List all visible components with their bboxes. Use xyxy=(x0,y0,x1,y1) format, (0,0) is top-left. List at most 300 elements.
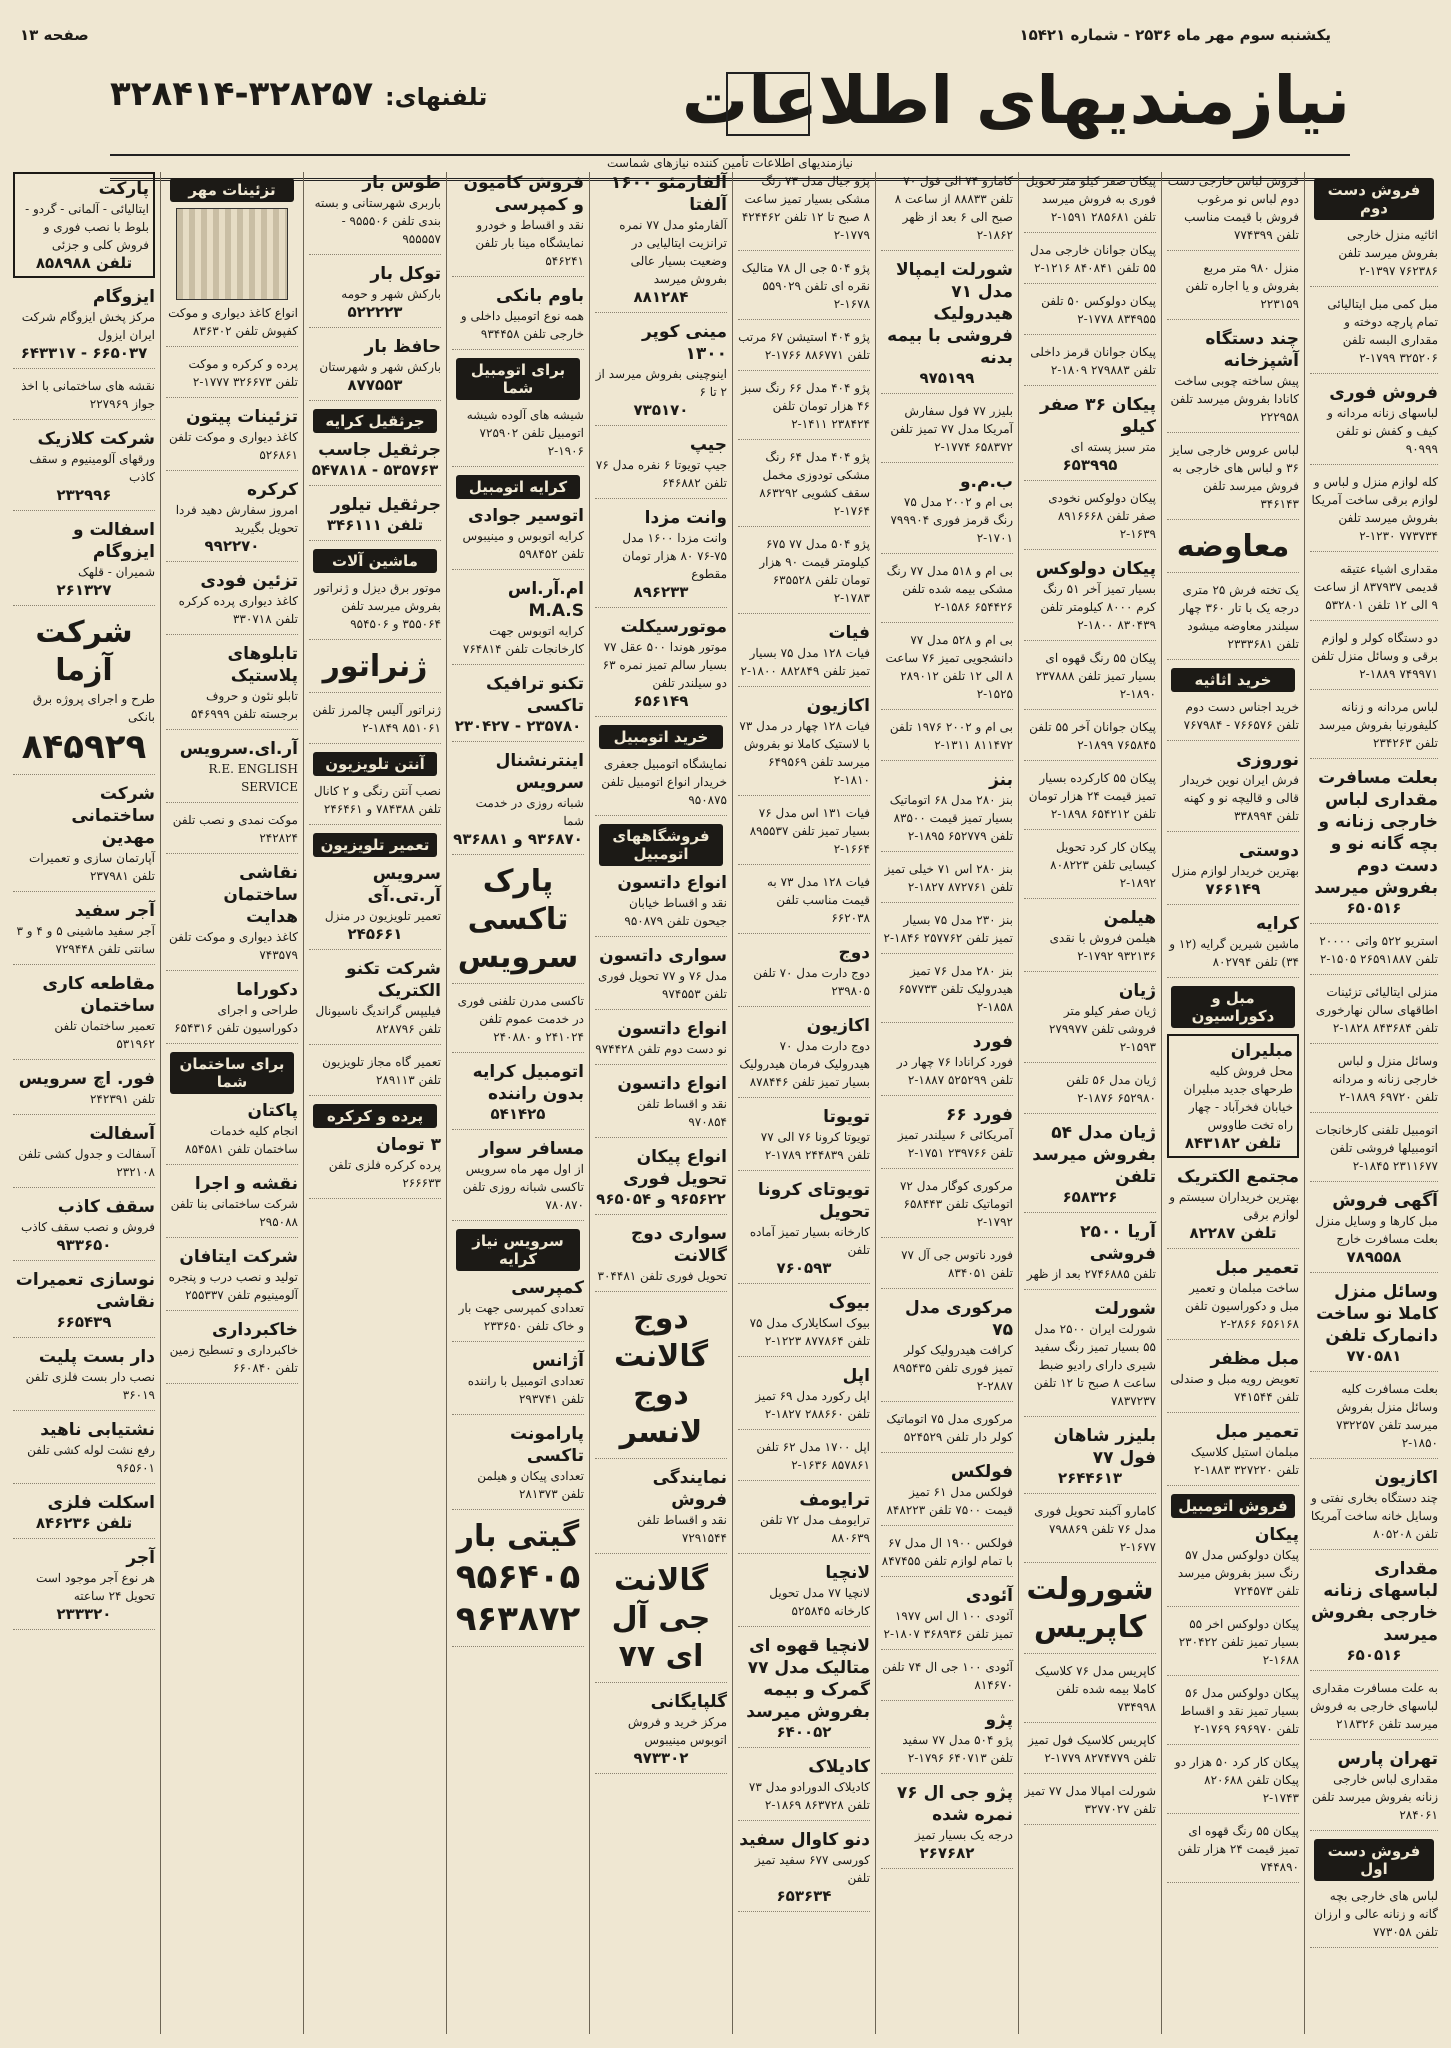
ad-body-text: پژو ۵۰۴ مدل ۷۷ سفید تلفن ۶۴۰۷۱۳ ۱۷۹۶-۲ xyxy=(902,1733,1013,1765)
ad-headline: لانچیا xyxy=(825,1563,870,1583)
ad-headline: مبلیران xyxy=(1230,1041,1293,1061)
ad-body-text: هیلمن فروش با نقدی ۹۳۲۱۳۶ ۱۷۹۲-۲ xyxy=(1049,931,1156,963)
ad-headline: آئودی xyxy=(965,1586,1013,1606)
classified-ad xyxy=(1167,1684,1299,1745)
ad-headline: تهران پارس xyxy=(1337,1749,1438,1769)
ad-body-text: پژو جیال مدل ۷۳ رنگ مشکی بسیار تمیز ساعت ۸ صبح تا ۱۲ تلفن ۴۲۴۴۶۲ ۱۷۷۹-۲ xyxy=(741,174,870,242)
classified-ad xyxy=(738,1179,870,1284)
classified-ad xyxy=(881,1658,1013,1701)
classified-ad xyxy=(1024,1502,1156,1563)
classified-ad xyxy=(595,1223,727,1292)
ad-body-text: فیات ۱۳۱ اس مدل ۷۶ بسیار تمیز تلفن ۸۹۵۵۳۷ ۱۶۶۴-۲ xyxy=(749,806,870,856)
ad-phone-number: ۶۶۵۰۳۷ - ۶۴۳۳۱۷ xyxy=(20,344,148,362)
classified-ad xyxy=(309,958,441,1045)
classified-ad xyxy=(1024,1782,1156,1825)
classified-ad xyxy=(1310,932,1438,975)
ad-body-text: اپل رکورد مدل ۶۹ تمیز تلفن ۲۸۸۶۶۰ ۱۸۲۷-۲ xyxy=(755,1389,870,1421)
ad-headline: پیکان xyxy=(1254,1525,1299,1545)
banner-subtitle: نیازمندیهای اطلاعات تأمین کننده نیازهای شماست xyxy=(110,154,1350,174)
section-header: آنتن تلویزیون xyxy=(313,752,437,776)
classified-ad xyxy=(1024,1731,1156,1774)
ad-body-text: به علت مسافرت مقداری لباسهای خارجی به فروش میرسد تلفن ۲۱۸۳۲۶ xyxy=(1310,1681,1438,1731)
section-header: خرید اثاثیه xyxy=(1171,668,1295,692)
ad-body-text: کرایه اتوبوس و مینیبوس تلفن ۵۹۸۴۵۲ xyxy=(462,529,584,561)
classified-ad xyxy=(1310,1281,1438,1372)
classified-ad xyxy=(881,1177,1013,1238)
ad-body-text: تولید و نصب درب و پنجره آلومینیوم تلفن ۲۵۵۳۳۷ xyxy=(168,1270,298,1302)
ad-column xyxy=(732,172,875,2034)
ad-body-text: آئودی ۱۰۰ جی ال ۷۴ تلفن ۸۱۴۶۷۰ xyxy=(882,1660,1013,1692)
ad-body-text: تعدادی کمپرسی جهت بار و خاک تلفن ۲۳۳۶۵۰ xyxy=(458,1301,584,1333)
classified-ad xyxy=(13,783,155,892)
classified-ad xyxy=(1167,698,1299,741)
ad-body-text: کامارو آکبند تحویل فوری مدل ۷۶ تلفن ۷۹۸۸۶۹ ۱۶۷۷-۲ xyxy=(1034,1504,1156,1554)
ad-body-text: پیش ساخته چوبی ساخت کانادا بفروش میرسد تلفن ۲۲۲۹۵۸ xyxy=(1170,374,1299,424)
ad-body-text: ساخت مبلمان و تعمیر مبل و دکوراسیون تلفن ۶۵۶۱۶۸ ۲۸۶۶-۲ xyxy=(1185,1281,1299,1331)
ad-body-text: درجه یک بسیار تمیز xyxy=(914,1828,1013,1842)
ad-body-text: کاغذ دیواری پرده کرکره تلفن ۳۳۰۷۱۸ xyxy=(178,594,298,626)
classified-ad xyxy=(881,1782,1013,1869)
ad-phone-number: ۶۵۰۵۱۶ xyxy=(1346,1646,1402,1664)
ad-headline: پیکان ۳۶ صفر کیلو xyxy=(1040,395,1156,437)
classified-ad xyxy=(1310,382,1438,465)
ad-phone-number: ۹۳۳۶۵۰ xyxy=(56,1236,112,1254)
classified-ad xyxy=(309,172,441,255)
ad-body-text: فورد ناتوس جی آل ۷۷ تلفن ۸۳۴۰۵۱ xyxy=(901,1248,1013,1280)
classified-ad xyxy=(1024,558,1156,641)
ad-headline: فور. اچ سرویس xyxy=(18,1069,155,1089)
classified-ad xyxy=(13,614,155,775)
ad-headline: مجتمع الکتریک xyxy=(1176,1167,1299,1187)
classified-ad xyxy=(166,479,298,562)
classified-ad xyxy=(166,979,298,1044)
ad-headline: پاکتان xyxy=(247,1101,298,1121)
ad-body-text: تابلو نئون و حروف برجسته تلفن ۵۴۶۹۹۹ xyxy=(191,689,298,721)
classified-ad xyxy=(13,1123,155,1188)
ad-body-text: استریو ۵۲۲ واتی ۲۰۰۰۰ تلفن ۲۶۵۹۱۸۸۷ ۱۵۰۵-۲ xyxy=(1319,934,1438,966)
ad-body-text: پژو ۵۰۴ جی ال ۷۸ متالیک نقره ای تلفن ۵۵۹۰۲۹ ۱۶۷۸-۲ xyxy=(741,261,870,311)
ad-body-text: ورقهای آلومینیوم و سقف کاذب xyxy=(29,452,155,484)
classified-ad xyxy=(595,616,727,717)
ad-column xyxy=(589,172,732,2034)
classified-ad xyxy=(13,1196,155,1261)
ad-body-text: اپل ۱۷۰۰ مدل ۶۲ تلفن ۸۵۷۸۶۱ ۱۶۳۶-۲ xyxy=(756,1440,870,1472)
classified-ad xyxy=(1024,172,1156,233)
ad-body-text: نو دست دوم تلفن ۹۷۴۴۲۸ xyxy=(595,1042,727,1056)
classified-ad xyxy=(738,379,870,440)
ad-body-text: فورد کرانادا ۷۶ چهار در تلفن ۵۲۵۲۹۹ ۱۸۸۷-۲ xyxy=(896,1055,1013,1087)
classified-ad xyxy=(309,782,441,825)
classified-ad xyxy=(1310,1887,1438,1948)
classified-ad xyxy=(881,1246,1013,1289)
classified-ad xyxy=(309,263,441,328)
ad-body-text: از اول مهر ماه سرویس تاکسی شبانه روزی تلفن ۷۸۰۸۷۰ xyxy=(462,1162,584,1212)
classified-ad xyxy=(595,172,727,313)
classified-ad xyxy=(309,1053,441,1096)
classified-ad xyxy=(1310,1121,1438,1182)
classified-ad xyxy=(1167,749,1299,832)
ad-body-text: متر سبز پسته ای xyxy=(1070,440,1156,454)
classified-ad xyxy=(166,738,298,803)
classified-ad xyxy=(881,1585,1013,1650)
ad-body-text: پرده کرکره فلزی تلفن ۲۶۶۶۳۳ xyxy=(328,1158,441,1190)
section-banner xyxy=(110,58,1350,181)
ad-phone-number: ۹۹۲۲۷۰ xyxy=(204,537,260,555)
ad-body-text: بهترین خریداران سیستم و لوازم برقی xyxy=(1169,1190,1299,1222)
ad-body-text: نمایشگاه اتومبیل جعفری خریدار انواع اتومبیل تلفن ۹۵۰۸۷۵ xyxy=(601,757,727,807)
classified-ad xyxy=(1024,1071,1156,1114)
ad-phone-number: ۲۳۲۹۹۶ xyxy=(56,486,112,504)
ad-phone-number: ۵۳۵۷۶۳ - ۵۴۷۸۱۸ xyxy=(311,461,439,479)
classified-ad xyxy=(166,208,298,347)
classified-ad xyxy=(595,1467,727,1554)
ad-phone-number: تلفن ۸۴۶۲۳۶ xyxy=(35,1514,133,1532)
ad-body-text: آلفارمئو مدل ۷۷ نمره ترانزیت ایتالیایی در وضعیت بسیار عالی بفروش میرسد xyxy=(619,218,727,286)
ad-body-text: پیکان ۵۵ رنگ قهوه ای بسیار تمیز تلفن ۲۳۷۸۸۸ ۱۸۹۰-۲ xyxy=(1035,651,1156,701)
ad-headline: تکنو ترافیک تاکسی xyxy=(485,674,584,716)
classified-ad xyxy=(13,1492,155,1539)
ad-headline: اکازیون xyxy=(806,1016,870,1036)
ad-headline: آگهی فروش xyxy=(1332,1191,1438,1211)
ad-headline: پژو جی ال ۷۶ نمره شده xyxy=(896,1783,1013,1825)
classified-ad xyxy=(1310,767,1438,924)
classified-ad xyxy=(1167,1421,1299,1486)
classified-ad xyxy=(1310,629,1438,690)
section-header: تعمیر تلویزیون xyxy=(313,833,437,857)
ad-phone-number: ۷۸۹۵۵۸ xyxy=(1346,1248,1402,1266)
classified-ad xyxy=(595,1146,727,1215)
classified-ad xyxy=(166,570,298,635)
classified-ad xyxy=(452,1518,584,1647)
classified-ad xyxy=(452,1061,584,1130)
ad-column xyxy=(8,172,160,2034)
ad-phone-number: ۲۳۵۷۸۰ - ۲۳۰۴۲۷ xyxy=(454,717,582,735)
classified-ad xyxy=(1024,241,1156,284)
ad-body-text: همه نوع اتومبیل داخلی و خارجی تلفن ۹۳۴۴۵۸ xyxy=(460,309,584,341)
ad-body-text: پیکان جوانان قرمز داخلی تلفن ۲۷۹۸۸۳ ۱۸۰۹-۲ xyxy=(1030,345,1156,377)
classified-ad xyxy=(1167,1034,1299,1158)
ad-body-text: چند دستگاه بخاری نفتی و وسایل خانه ساخت آمریکا تلفن ۸۰۵۲۰۸ xyxy=(1310,1491,1438,1541)
ad-column xyxy=(1161,172,1304,2034)
ad-headline: اسفالت و ایزوگام xyxy=(72,520,155,562)
ad-headline: توکل بار xyxy=(370,264,441,284)
ad-headline: دنو کاوال سفید xyxy=(739,1830,870,1850)
section-header: فروش دست اول xyxy=(1314,1839,1434,1881)
ad-phone-number: ۶۵۳۹۹۵ xyxy=(1062,456,1118,474)
ad-headline: کادیلاک xyxy=(808,1757,870,1777)
ad-phone-number: ۲۶۷۶۸۲ xyxy=(919,1844,975,1862)
classified-ad xyxy=(13,1269,155,1338)
ad-phone-number: ۸۷۷۵۵۳ xyxy=(347,376,403,394)
classified-ad xyxy=(738,535,870,614)
classified-ad xyxy=(1310,1380,1438,1459)
ad-body-text: انواع کاغذ دیواری و موکت کفپوش تلفن ۸۳۶۳۰۲ xyxy=(168,306,298,338)
ad-body-text: تعمیر ساختمان تلفن ۵۳۱۹۶۲ xyxy=(54,1019,155,1051)
classified-ad xyxy=(738,1829,870,1912)
classified-ad xyxy=(452,406,584,467)
ad-body-text: فرش ایران نوین خریدار قالی و قالیچه نو و کهنه تلفن ۳۳۸۹۹۴ xyxy=(1180,773,1299,823)
section-header: برای ساختمان شما xyxy=(170,1052,294,1094)
ad-body-text: تعویض رویه مبل و صندلی تلفن ۷۴۱۵۴۴ xyxy=(1170,1372,1299,1404)
ad-body-text: اثاثیه منزل خارجی بفروش میرسد تلفن ۷۶۲۳۸۶ ۱۳۹۷-۲ xyxy=(1338,228,1438,278)
classified-ad xyxy=(1167,441,1299,520)
classified-ad xyxy=(1167,528,1299,573)
classified-ad xyxy=(881,911,1013,954)
ad-headline: ژیان مدل ۵۴ بفروش میرسد تلفن xyxy=(1032,1123,1156,1187)
classified-ad xyxy=(738,328,870,371)
classified-ad xyxy=(452,1423,584,1510)
ad-headline: سقف کاذب xyxy=(57,1197,155,1217)
ad-column xyxy=(1304,172,1443,2034)
ad-headline: تزئینات پیتون xyxy=(185,407,298,427)
ad-headline: تعمیر مبل xyxy=(1215,1422,1299,1442)
ad-body-text: تلفن ۲۷۴۶۸۸۵ بعد از ظهر xyxy=(1026,1267,1156,1281)
classified-ad xyxy=(1024,343,1156,386)
classified-ad xyxy=(1024,907,1156,972)
section-header: جرثقیل کرایه xyxy=(313,409,437,433)
ad-body-text: کورسی ۶۷۷ سفید تمیز تلفن xyxy=(754,1853,870,1885)
ad-headline: بنز xyxy=(989,770,1013,790)
ad-headline: ام.آر.اس M.A.S xyxy=(507,579,584,621)
ad-headline: ب.م.و xyxy=(959,472,1013,492)
ad-body-text: تویوتا کرونا ۷۶ الی ۷۷ تلفن ۲۴۴۸۳۹ ۱۷۸۹-۲ xyxy=(760,1130,870,1162)
classified-ad xyxy=(1310,295,1438,374)
ad-headline: چند دستگاه آشپزخانه xyxy=(1205,329,1299,371)
ad-phone-number: ۷۷۰۵۸۱ xyxy=(1346,1347,1402,1365)
ad-headline: بلیزر شاهان فول ۷۷ xyxy=(1053,1426,1156,1468)
ad-body-text: لباس مردانه و زنانه کلیفورنیا بفروش میرسد تلفن ۲۳۴۲۶۳ xyxy=(1318,700,1438,750)
classified-ad xyxy=(738,259,870,320)
ad-headline: کرایه xyxy=(1256,914,1299,934)
phones-label: تلفنهای: xyxy=(385,83,488,111)
classified-ad xyxy=(166,862,298,971)
ad-headline: شورلت xyxy=(1094,1299,1156,1319)
ad-phone-number: ۶۵۸۳۲۶ xyxy=(1062,1188,1118,1206)
ad-phone-number: ۲۶۱۳۲۷ xyxy=(56,581,112,599)
ad-headline: خاکبرداری xyxy=(212,1320,298,1340)
ad-phone-number: ۹۷۳۳۰۲ xyxy=(633,1749,689,1767)
ad-body-text: شمیران - قلهک xyxy=(77,565,155,579)
ad-body-text: تعمیر گاه مجاز تلویزیون تلفن ۲۸۹۱۱۳ xyxy=(322,1055,441,1087)
ad-body-text: مبل کمی مبل ایتالیائی تمام پارچه دوخته و مقداری البسه تلفن ۳۲۵۲۰۶ ۱۷۹۹-۲ xyxy=(1327,297,1438,365)
section-header: برای اتومبیل شما xyxy=(456,358,580,400)
classified-ad xyxy=(881,1104,1013,1169)
classified-ad xyxy=(1024,394,1156,481)
ad-body-text: مبل کارها و وسایل منزل بعلت مسافرت خارج xyxy=(1315,1214,1438,1246)
ad-body-text: بی ام و ۵۱۸ مدل ۷۷ رنگ مشکی بیمه شده تلفن ۶۵۴۴۲۶ ۱۵۸۶-۲ xyxy=(886,564,1013,614)
classified-ad xyxy=(1024,980,1156,1063)
classified-ad xyxy=(738,942,870,1007)
ad-headline: هیلمن xyxy=(1103,908,1156,928)
classified-ad xyxy=(881,172,1013,251)
ad-body-text: انجام کلیه خدمات ساختمان تلفن ۸۵۴۵۸۱ xyxy=(185,1124,298,1156)
classified-ad xyxy=(881,631,1013,710)
ad-headline: فروش فوری xyxy=(1329,383,1438,403)
ad-headline: مبل مظفر xyxy=(1210,1349,1299,1369)
ad-headline: آجر سفید xyxy=(74,901,155,921)
ad-body-text: لباس عروس خارجی سایز ۳۶ و لباس های خارجی به فروش میرسد تلفن ۳۴۶۱۴۳ xyxy=(1169,443,1299,511)
ad-body-text: وسائل منزل و لباس خارجی زنانه و مردانه تلفن ۶۹۷۲۰ ۱۸۸۹-۲ xyxy=(1332,1054,1438,1104)
classified-ad xyxy=(1024,1298,1156,1417)
ad-headline: انواع داتسون xyxy=(617,873,727,893)
ad-body-text: باربری شهرستانی و بسته بندی تلفن ۹۵۵۵۰۶ - ۹۵۵۵۵۷ xyxy=(314,196,441,246)
ad-body-text: پیکان دولوکس مدل ۵۷ رنگ سبز بفروش میرسد تلفن ۷۲۴۵۷۳ xyxy=(1177,1548,1299,1598)
classified-ad xyxy=(1167,1615,1299,1676)
ad-body-text: فیات ۱۲۸ مدل ۷۳ به قیمت مناسب تلفن ۶۶۲۰۳۸ xyxy=(766,875,870,925)
ad-body-text: کاغذ دیواری و موکت تلفن ۵۲۶۸۶۱ xyxy=(168,430,298,462)
ad-phone-number: ۲۶۴۴۶۱۳ xyxy=(1057,1469,1123,1487)
classified-ad xyxy=(881,860,1013,903)
classified-ad xyxy=(595,1073,727,1138)
ad-body-text: مرکوری مدل ۷۵ اتوماتیک کولر دار تلفن ۵۲۴۵۲۹ xyxy=(886,1412,1013,1444)
classified-ad xyxy=(309,863,441,950)
ad-headline: مسافر سوار xyxy=(479,1139,584,1159)
classified-ad xyxy=(738,1635,870,1748)
classified-ad xyxy=(1024,718,1156,761)
ad-headline: پژو xyxy=(985,1710,1013,1730)
classified-ad xyxy=(738,1365,870,1430)
ad-headline: آریا ۲۵۰۰ فروشی xyxy=(1080,1222,1156,1264)
ad-headline: نقشه و اجرا xyxy=(194,1174,298,1194)
ad-body-text: شورلت امپالا مدل ۷۷ تمیز تلفن ۳۲۷۷۰۲۷ xyxy=(1024,1784,1156,1816)
ad-body-text: تاکسی مدرن تلفنی فوری در خدمت عموم تلفن ۲۴۱۰۲۴ و ۲۴۰۸۸۰ xyxy=(457,994,584,1044)
ad-body-text: مدل ۷۶ و ۷۷ تحویل فوری تلفن ۹۷۴۵۵۳ xyxy=(598,969,727,1001)
ad-headline: گالانت جی آل ای ۷۷ xyxy=(611,1563,711,1674)
ad-body-text: نصب دار بست فلزی تلفن ۳۶۰۱۹ xyxy=(25,1370,155,1402)
classified-ad xyxy=(738,1562,870,1627)
ad-body-text: بی ام و ۵۲۸ مدل ۷۷ دانشجویی تمیز ۷۶ ساعت ۸ الی ۱۲ تلفن ۲۸۹۰۱۲ ۱۵۲۵-۲ xyxy=(885,633,1013,701)
section-header: ماشین آلات xyxy=(313,549,437,573)
ad-body-text: کامارو ۷۴ الی فول ۷۰ تلفن ۸۸۸۳۳ از ساعت ۸ صبح الی ۶ بعد از ظهر ۱۸۶۲-۲ xyxy=(894,174,1013,242)
ad-phone-number: تلفن ۳۴۶۱۱۱ xyxy=(326,516,424,534)
classified-ad xyxy=(881,769,1013,852)
ad-headline: انواع داتسون xyxy=(617,1019,727,1039)
ad-headline: بعلت مسافرت مقداری لباس خارجی زنانه و بچه گانه نو و دست دوم بفروش میرسد xyxy=(1314,768,1438,898)
ad-headline: فیات xyxy=(828,623,870,643)
ad-body-text: پیکان جوانان خارجی مدل ۵۵ تلفن ۸۴۰۸۴۱ ۱۲۱۶-۲ xyxy=(1030,243,1156,275)
ad-headline: باوم بانکی xyxy=(496,286,584,306)
ad-headline: کرکره xyxy=(247,480,298,500)
ad-headline: شرکت تکنو الکتریک xyxy=(346,959,441,1001)
ad-body-text: پیکان دولوکس ۵۰ تلفن ۸۳۴۹۵۵ ۱۷۷۸-۲ xyxy=(1041,294,1156,326)
ad-headline: آسفالت xyxy=(89,1124,155,1144)
ad-body-text: بارکش شهر و حومه xyxy=(341,287,441,301)
ad-headline: آلفارمئو ۱۶۰۰ آلفتا xyxy=(610,173,727,215)
ad-headline: تابلوهای پلاستیک xyxy=(227,644,298,686)
ad-headline: انواع پیکان تحویل فوری xyxy=(623,1147,727,1189)
ad-headline: تعمیر مبل xyxy=(1215,1258,1299,1278)
ad-body-text: نصب آنتن رنگی و ۲ کانال تلفن ۷۸۴۳۸۸ و ۲۴۶۴۶۱ xyxy=(313,784,441,816)
classified-ad xyxy=(1310,226,1438,287)
ad-body-text: کارخانه بسیار تمیز آماده تلفن xyxy=(749,1225,870,1257)
ad-body-text: تعمیر تلویزیون در منزل xyxy=(324,909,441,923)
ad-headline: انواع داتسون xyxy=(617,1074,727,1094)
classified-ad xyxy=(738,1106,870,1171)
ad-body-text: مرکز پخش ایزوگام شرکت ایران ایزول xyxy=(21,310,155,342)
ad-body-text: ترایومف مدل ۷۲ تلفن ۸۸۰۶۳۹ xyxy=(760,1513,870,1545)
classified-ad xyxy=(1024,838,1156,899)
ad-body-text: R.E. ENGLISH SERVICE xyxy=(208,762,298,794)
ad-body-text: دوج دارت مدل ۷۰ تلفن ۲۳۹۸۰۵ xyxy=(753,966,870,998)
classified-ad xyxy=(595,1691,727,1774)
classified-ad xyxy=(13,1346,155,1411)
classified-ad xyxy=(738,1489,870,1554)
classified-ad xyxy=(881,1410,1013,1453)
classified-ad xyxy=(13,428,155,511)
ad-body-text: فیات ۱۲۸ چهار در مدل ۷۳ با لاستیک کاملا نو بفروش میرسد تلفن ۶۴۹۵۶۹ ۱۸۱۰-۲ xyxy=(739,719,870,787)
ad-body-text: لباسهای زنانه مردانه و کیف و کفش نو تلفن ۹۰۹۹۹ xyxy=(1327,406,1438,456)
classified-ad xyxy=(309,648,441,693)
ad-body-text: بیوک اسکایلارک مدل ۷۵ تلفن ۸۷۷۸۶۴ ۱۲۲۳-۲ xyxy=(749,1316,870,1348)
ad-headline: فولکس xyxy=(950,1462,1013,1482)
classified-ad xyxy=(595,1018,727,1065)
ad-headline: تویوتای کرونا تحویل xyxy=(757,1180,870,1222)
classified-ad xyxy=(595,321,727,426)
ad-body-text: آپارتمان سازی و تعمیرات تلفن ۲۳۷۹۸۱ xyxy=(29,851,155,883)
ad-headline: ایزوگام xyxy=(92,287,155,307)
ad-headline: آر.ای.سرویس xyxy=(179,739,298,759)
classified-ad xyxy=(1167,1753,1299,1814)
ad-body-text: پیکان صفر کیلو متر تحویل فوری به فروش میرسد تلفن ۲۸۵۶۸۱ ۱۵۹۱-۲ xyxy=(1025,174,1156,224)
ad-headline: نقاشی ساختمان هدایت xyxy=(223,863,298,927)
classified-ad xyxy=(1167,1348,1299,1413)
ad-body-text: تلفن ۲۴۲۳۹۱ xyxy=(89,1092,155,1106)
ad-headline: مینی کوپر ۱۳۰۰ xyxy=(641,322,727,364)
ad-body-text: پیکان دولوکس نخودی صفر تلفن ۸۹۱۶۶۶۸ ۱۶۳۹-۲ xyxy=(1048,491,1156,541)
classified-ad xyxy=(1167,1257,1299,1340)
ad-body-text: کرافت هیدرولیک کولر تمیز فوری تلفن ۸۹۵۴۳۵ ۲۸۸۷-۲ xyxy=(892,1343,1013,1393)
ad-headline: کمپرسی xyxy=(511,1278,584,1298)
classified-ad xyxy=(738,1292,870,1357)
section-header: مبل و دکوراسیون xyxy=(1171,986,1295,1028)
classified-ad xyxy=(1167,259,1299,320)
classified-ad xyxy=(881,259,1013,394)
ad-body-text: منزل ۹۸۰ متر مربع بفروش و یا اجاره تلفن ۲۲۳۱۵۹ xyxy=(1185,261,1299,311)
classified-ad xyxy=(309,336,441,401)
ad-headline: طوس بار xyxy=(362,173,441,193)
ad-body-text: تحویل فوری تلفن ۳۰۴۴۸۱ xyxy=(597,1269,727,1283)
section-header: فروش دست دوم xyxy=(1314,178,1434,220)
ad-headline: نشتیابی ناهید xyxy=(40,1420,155,1440)
ad-phone-number: ۹۵۶۴۰۵ ۹۶۳۸۷۲ xyxy=(455,1557,581,1639)
ad-headline: دوستی xyxy=(1238,841,1299,861)
classified-ad xyxy=(881,1297,1013,1402)
classified-ad xyxy=(881,962,1013,1023)
ad-column xyxy=(303,172,446,2034)
ad-body-text: بنز ۲۸۰ مدل ۷۶ تمیز هیدرولیک تلفن ۶۵۷۷۳۳ ۱۸۵۸-۲ xyxy=(898,964,1013,1014)
classified-ad xyxy=(1167,913,1299,978)
ad-headline: اسکلت فلزی xyxy=(47,1493,155,1513)
classified-ad xyxy=(595,1300,727,1459)
ad-phone-number: ۷۶۰۵۹۳ xyxy=(776,1259,832,1277)
classified-ad xyxy=(1310,1748,1438,1831)
classified-ad xyxy=(595,434,727,499)
section-header: فروشگاههای اتومبیل xyxy=(599,824,723,866)
classified-ad xyxy=(13,519,155,606)
classified-ad xyxy=(13,1547,155,1630)
ad-column xyxy=(875,172,1018,2034)
ad-phone-number: ۵۴۱۴۲۵ xyxy=(490,1105,546,1123)
classified-ad xyxy=(1167,1166,1299,1249)
ad-phone-number: ۸۸۱۲۸۴ xyxy=(633,288,689,306)
page-header xyxy=(0,0,1451,52)
ad-headline: ترایومف xyxy=(799,1490,870,1510)
ad-phone-number: ۶۶۵۴۳۹ xyxy=(56,1313,112,1331)
ad-body-text: دو دستگاه کولر و لوازم برقی و وسائل منزل تلفن ۷۴۹۹۷۱ ۱۸۸۹-۲ xyxy=(1311,631,1438,681)
classified-ad xyxy=(1024,292,1156,335)
ad-phone-number: ۹۷۵۱۹۹ xyxy=(919,369,975,387)
ad-headline: شورولت کاپریس xyxy=(1026,1572,1154,1645)
